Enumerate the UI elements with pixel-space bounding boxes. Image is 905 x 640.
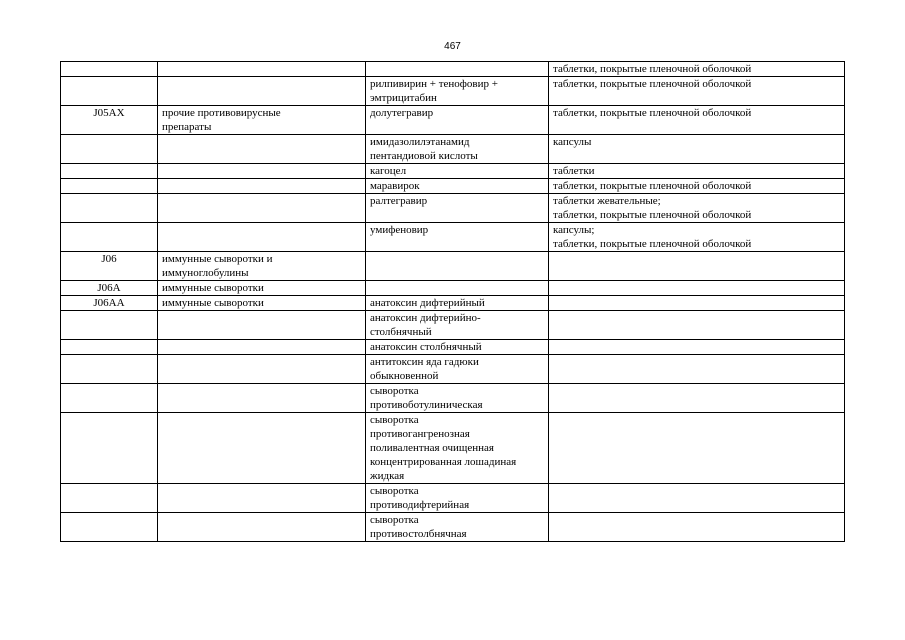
cell-line: противодифтерийная [370,499,470,511]
cell-line: сыворотка [370,485,419,497]
atc-code-cell [61,77,158,106]
cell-line: ралтегравир [370,195,428,207]
dosage-form-cell [549,384,845,413]
drug-name-cell [366,513,549,542]
cell-line: таблетки, покрытые пленочной оболочкой [553,107,752,119]
cell-line: концентрированная лошадиная [370,456,517,468]
anatomical-group-cell [158,311,366,340]
cell-line: капсулы; [553,224,595,236]
cell-line: таблетки, покрытые пленочной оболочкой [553,63,752,75]
table-row [61,164,845,179]
cell-line: анатоксин столбнячный [370,341,482,353]
anatomical-group-cell [158,384,366,413]
table-row [61,513,845,542]
drug-name-cell [366,194,549,223]
drug-name-cell [366,340,549,355]
drug-name-cell [366,384,549,413]
drug-name-cell [366,355,549,384]
atc-code-cell [61,355,158,384]
drug-name-cell [366,135,549,164]
dosage-form-cell [549,484,845,513]
table-row [61,281,845,296]
anatomical-group-cell [158,281,366,296]
atc-code-cell: J05AX [61,106,158,135]
atc-code-cell [61,311,158,340]
cell-line: таблетки, покрытые пленочной оболочкой [553,78,752,90]
cell-line: иммунные сыворотки [162,282,264,294]
table-body [61,62,845,542]
drug-name-cell [366,106,549,135]
cell-line: столбнячный [370,326,432,338]
table-row [61,77,845,106]
table-row [61,135,845,164]
dosage-form-cell [549,513,845,542]
anatomical-group-cell [158,355,366,384]
atc-code-cell [61,513,158,542]
cell-line: сыворотка [370,414,419,426]
anatomical-group-cell [158,77,366,106]
atc-code-cell [61,194,158,223]
anatomical-group-cell [158,135,366,164]
cell-line: прочие противовирусные [162,107,281,119]
atc-code-cell: J06A [61,281,158,296]
cell-line: препараты [162,121,212,133]
cell-line: кагоцел [370,165,407,177]
drug-name-cell [366,164,549,179]
atc-code-cell [61,164,158,179]
dosage-form-cell [549,179,845,194]
table-row [61,355,845,384]
cell-line: противоботулиническая [370,399,483,411]
cell-line: таблетки, покрытые пленочной оболочкой [553,238,752,250]
cell-line: эмтрицитабин [370,92,437,104]
atc-code-cell [61,135,158,164]
cell-line: противостолбнячная [370,528,467,540]
dosage-form-cell [549,296,845,311]
cell-line: маравирок [370,180,420,192]
table-row [61,194,845,223]
cell-line: анатоксин дифтерийный [370,297,485,309]
atc-code-cell [61,62,158,77]
drug-name-cell [366,179,549,194]
anatomical-group-cell [158,340,366,355]
anatomical-group-cell [158,106,366,135]
anatomical-group-cell [158,194,366,223]
cell-line: капсулы [553,136,592,148]
dosage-form-cell [549,164,845,179]
dosage-form-cell [549,135,845,164]
dosage-form-cell [549,106,845,135]
drug-name-cell [366,62,549,77]
anatomical-group-cell [158,296,366,311]
anatomical-group-cell [158,223,366,252]
table-row [61,311,845,340]
atc-code-cell [61,384,158,413]
drug-name-cell [366,296,549,311]
drug-name-cell [366,223,549,252]
cell-line: долутегравир [370,107,434,119]
table-row [61,223,845,252]
atc-code-cell [61,179,158,194]
drug-name-cell [366,413,549,484]
cell-line: противогангренозная [370,428,470,440]
cell-line: иммунные сыворотки [162,297,264,309]
dosage-form-cell [549,223,845,252]
cell-line: умифеновир [370,224,429,236]
dosage-form-cell [549,311,845,340]
cell-line: таблетки, покрытые пленочной оболочкой [553,180,752,192]
atc-code-cell: J06 [61,252,158,281]
anatomical-group-cell [158,252,366,281]
cell-line: сыворотка [370,385,419,397]
cell-line: рилпивирин + тенофовир + [370,78,498,90]
anatomical-group-cell [158,484,366,513]
anatomical-group-cell [158,513,366,542]
anatomical-group-cell [158,164,366,179]
anatomical-group-cell [158,62,366,77]
cell-line: жидкая [370,470,405,482]
table-row [61,62,845,77]
dosage-form-cell [549,62,845,77]
anatomical-group-cell [158,179,366,194]
drug-name-cell [366,311,549,340]
table-row [61,179,845,194]
table-row [61,340,845,355]
drug-list-table [60,61,845,542]
dosage-form-cell [549,340,845,355]
cell-line: таблетки, покрытые пленочной оболочкой [553,209,752,221]
dosage-form-cell [549,413,845,484]
cell-line: пентандиовой кислоты [370,150,478,162]
dosage-form-cell [549,355,845,384]
dosage-form-cell [549,194,845,223]
cell-line: иммуноглобулины [162,267,249,279]
table-row [61,296,845,311]
atc-code-cell [61,413,158,484]
table-row [61,413,845,484]
cell-line: таблетки [553,165,595,177]
atc-code-cell [61,340,158,355]
atc-code-cell: J06AA [61,296,158,311]
dosage-form-cell [549,77,845,106]
cell-line: сыворотка [370,514,419,526]
atc-code-cell [61,484,158,513]
drug-name-cell [366,484,549,513]
table-row [61,106,845,135]
drug-name-cell [366,281,549,296]
drug-name-cell [366,252,549,281]
table-row [61,484,845,513]
cell-line: антитоксин яда гадюки [370,356,479,368]
cell-line: обыкновенной [370,370,439,382]
cell-line: таблетки жевательные; [553,195,661,207]
anatomical-group-cell [158,413,366,484]
table-row [61,252,845,281]
cell-line: поливалентная очищенная [370,442,494,454]
cell-line: анатоксин дифтерийно- [370,312,481,324]
dosage-form-cell [549,281,845,296]
cell-line: иммунные сыворотки и [162,253,273,265]
cell-line: имидазолилэтанамид [370,136,470,148]
dosage-form-cell [549,252,845,281]
table-row [61,384,845,413]
page-number: 467 [444,41,461,52]
drug-name-cell [366,77,549,106]
atc-code-cell [61,223,158,252]
